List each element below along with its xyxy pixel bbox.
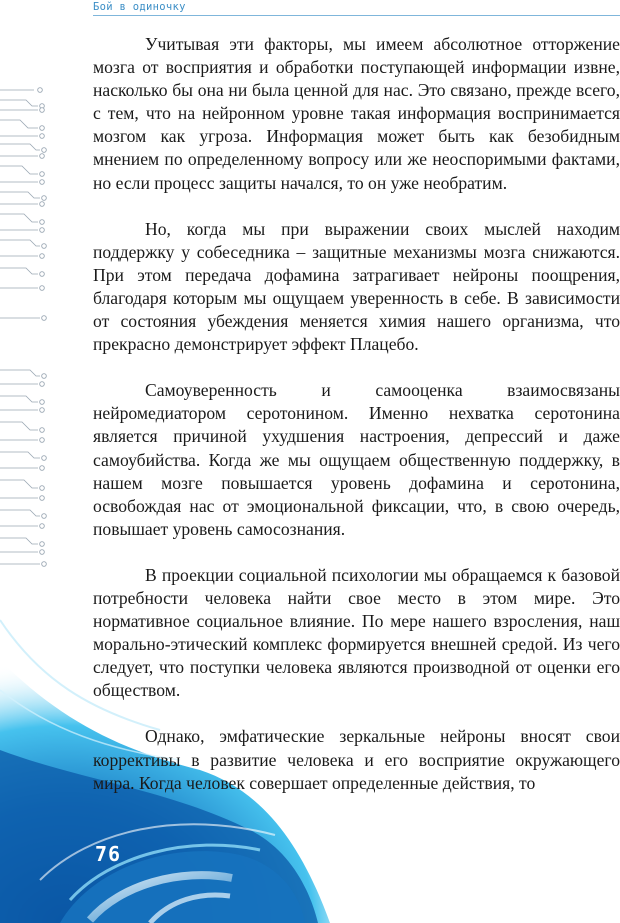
page-number: 76 — [95, 842, 122, 866]
paragraph-2: Но, когда мы при выражении своих мыслей находим поддержку у собеседника – защитные механизмы мозга снижаются. При этом передача дофамина затрагивает нейроны поощрения, благодаря которым мы ощущаем уверенность в себе. В зависимости от состояния убеждения меняется химия нашего организма, что прекрасно демонстрирует эффект Плацебо. — [93, 218, 620, 355]
running-header — [93, 0, 620, 17]
running-header-title: Бой в одиночку — [93, 1, 186, 13]
paragraph-5: Однако, эмфатические зеркальные нейроны вносят свои коррективы в развитие человека и его восприятие окружающего мира. Когда человек совершает определенные действия, то — [93, 726, 620, 793]
paragraph-4: В проекции социальной психологии мы обращаемся к базовой потребности человека найти свое место в этом мире. Это нормативное социальное влияние. По мере нашего взросления, наш морально-этический комплекс формируется внешней средой. Из чего следует, что поступки человека являются производной от оценки его обществом. — [93, 564, 620, 701]
circuit-decoration — [0, 80, 60, 580]
header-rule — [93, 15, 620, 16]
paragraph-3: Самоуверенность и самооценка взаимосвязаны нейромедиатором серотонином. Именно нехватка серотонина является причиной ухудшения настроения, депрессий и даже самоубийства. Когда же мы ощущаем общественную поддержку, в нашем мозге повышается уровень дофамина и серотонина, освобождая нас от эмоциональной фиксации, что, в свою очередь, повышает уровень самосознания. — [93, 380, 620, 539]
paragraph-1: Учитывая эти факторы, мы имеем абсолютное отторжение мозга от восприятия и обработки поступающей информации извне, насколько бы она ни была ценной для нас. Это связано, прежде всего, с тем, что на нейронном уровне такая информация воспринимается мозгом как угроза. Информация может быть как безобидным мнением по определенному вопросу или же неоспоримыми фактами, но если процесс защиты начался, то он уже необратим. — [93, 34, 620, 193]
body-text — [93, 33, 620, 795]
